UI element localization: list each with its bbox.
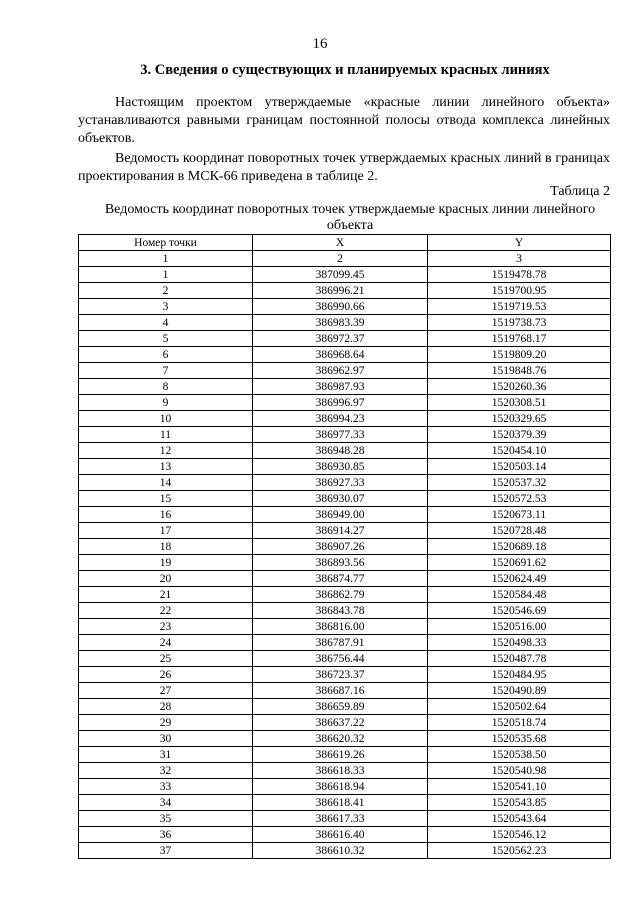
x-coordinate-cell: 386659.89 (253, 699, 428, 715)
table-row (79, 347, 611, 363)
point-number-cell: 33 (79, 779, 253, 795)
table-body (79, 267, 611, 859)
x-coordinate-cell: 386893.56 (253, 555, 428, 571)
y-coordinate-cell: 1520543.64 (428, 811, 611, 827)
table-row (79, 571, 611, 587)
y-coordinate-cell: 1519738.73 (428, 315, 611, 331)
y-coordinate-cell: 1520498.33 (428, 635, 611, 651)
table-row (79, 395, 611, 411)
paragraph-table-reference: Ведомость координат поворотных точек утверждаемых красных линий в границах проектирования в МСК-66 приведена в таблице 2. (78, 151, 610, 184)
point-number-cell: 11 (79, 427, 253, 443)
point-number-cell: 34 (79, 795, 253, 811)
table-row (79, 763, 611, 779)
point-number-cell: 4 (79, 315, 253, 331)
column-number-cell: 2 (253, 251, 428, 267)
table-row (79, 459, 611, 475)
y-coordinate-cell: 1520454.10 (428, 443, 611, 459)
table-row (79, 475, 611, 491)
y-coordinate-cell: 1519809.20 (428, 347, 611, 363)
table-row (79, 379, 611, 395)
table-row (79, 315, 611, 331)
y-coordinate-cell: 1520562.23 (428, 843, 611, 859)
table-row (79, 699, 611, 715)
point-number-cell: 15 (79, 491, 253, 507)
x-coordinate-cell: 386862.79 (253, 587, 428, 603)
x-coordinate-cell: 386914.27 (253, 523, 428, 539)
table-row (79, 427, 611, 443)
x-coordinate-cell: 386996.97 (253, 395, 428, 411)
point-number-cell: 6 (79, 347, 253, 363)
x-coordinate-cell: 386972.37 (253, 331, 428, 347)
x-coordinate-cell: 386968.64 (253, 347, 428, 363)
table-row (79, 619, 611, 635)
point-number-cell: 12 (79, 443, 253, 459)
x-coordinate-cell: 386816.00 (253, 619, 428, 635)
table-label: Таблица 2 (550, 184, 610, 199)
table-row (79, 411, 611, 427)
x-coordinate-cell: 386687.16 (253, 683, 428, 699)
point-number-cell: 22 (79, 603, 253, 619)
x-coordinate-cell: 386756.44 (253, 651, 428, 667)
x-coordinate-cell: 386977.33 (253, 427, 428, 443)
point-number-cell: 1 (79, 267, 253, 283)
x-coordinate-cell: 386637.22 (253, 715, 428, 731)
x-coordinate-cell: 386983.39 (253, 315, 428, 331)
point-number-cell: 3 (79, 299, 253, 315)
table-row (79, 283, 611, 299)
point-number-cell: 9 (79, 395, 253, 411)
x-coordinate-cell: 386962.97 (253, 363, 428, 379)
table-row (79, 299, 611, 315)
table-row (79, 683, 611, 699)
x-coordinate-cell: 386930.07 (253, 491, 428, 507)
y-coordinate-cell: 1520487.78 (428, 651, 611, 667)
coordinates-table (78, 234, 611, 859)
table-row (79, 603, 611, 619)
y-coordinate-cell: 1520543.85 (428, 795, 611, 811)
point-number-cell: 2 (79, 283, 253, 299)
table-column-numbers-row (79, 251, 611, 267)
table-row (79, 587, 611, 603)
x-coordinate-cell: 386610.32 (253, 843, 428, 859)
point-number-cell: 18 (79, 539, 253, 555)
y-coordinate-cell: 1520484.95 (428, 667, 611, 683)
point-number-cell: 7 (79, 363, 253, 379)
table-row (79, 443, 611, 459)
table-row (79, 491, 611, 507)
point-number-cell: 14 (79, 475, 253, 491)
y-coordinate-cell: 1519478.78 (428, 267, 611, 283)
point-number-cell: 8 (79, 379, 253, 395)
y-coordinate-cell: 1520691.62 (428, 555, 611, 571)
x-coordinate-cell: 386990.66 (253, 299, 428, 315)
y-coordinate-cell: 1519768.17 (428, 331, 611, 347)
point-number-cell: 35 (79, 811, 253, 827)
point-number-cell: 37 (79, 843, 253, 859)
x-coordinate-cell: 386949.00 (253, 507, 428, 523)
x-coordinate-cell: 386618.94 (253, 779, 428, 795)
y-coordinate-cell: 1520490.89 (428, 683, 611, 699)
table-header-row (79, 235, 611, 251)
page-number: 16 (312, 36, 328, 52)
x-coordinate-cell: 386620.32 (253, 731, 428, 747)
point-number-cell: 5 (79, 331, 253, 347)
point-number-cell: 32 (79, 763, 253, 779)
section-heading: 3. Сведения о существующих и планируемых красных линиях (140, 62, 550, 78)
point-number-cell: 21 (79, 587, 253, 603)
table-row (79, 651, 611, 667)
x-coordinate-cell: 386987.93 (253, 379, 428, 395)
x-coordinate-cell: 386996.21 (253, 283, 428, 299)
y-coordinate-cell: 1520516.00 (428, 619, 611, 635)
table-row (79, 555, 611, 571)
point-number-cell: 20 (79, 571, 253, 587)
y-coordinate-cell: 1519700.95 (428, 283, 611, 299)
table-title: Ведомость координат поворотных точек утверждаемые красных линии линейного объекта (104, 202, 596, 233)
x-coordinate-cell: 386907.26 (253, 539, 428, 555)
y-coordinate-cell: 1520538.50 (428, 747, 611, 763)
y-coordinate-cell: 1520728.48 (428, 523, 611, 539)
table-row (79, 539, 611, 555)
table-row (79, 715, 611, 731)
table-row (79, 523, 611, 539)
y-coordinate-cell: 1520689.18 (428, 539, 611, 555)
point-number-cell: 26 (79, 667, 253, 683)
x-coordinate-cell: 386930.85 (253, 459, 428, 475)
point-number-cell: 31 (79, 747, 253, 763)
y-coordinate-cell: 1520572.53 (428, 491, 611, 507)
x-coordinate-cell: 386617.33 (253, 811, 428, 827)
y-coordinate-cell: 1520308.51 (428, 395, 611, 411)
y-coordinate-cell: 1520673.11 (428, 507, 611, 523)
table-row (79, 779, 611, 795)
x-coordinate-cell: 386843.78 (253, 603, 428, 619)
table-row (79, 363, 611, 379)
table-row (79, 747, 611, 763)
table-row (79, 667, 611, 683)
x-coordinate-cell: 386723.37 (253, 667, 428, 683)
point-number-cell: 36 (79, 827, 253, 843)
x-coordinate-cell: 386787.91 (253, 635, 428, 651)
point-number-cell: 27 (79, 683, 253, 699)
table-row (79, 267, 611, 283)
y-coordinate-cell: 1520540.98 (428, 763, 611, 779)
header-y: Y (428, 235, 611, 251)
column-number-cell: 3 (428, 251, 611, 267)
paragraph-intro: Настоящим проектом утверждаемые «красные линии линейного объекта» устанавливаются равными границам постоянной полосы отвода комплекса линейных объектов. (78, 95, 610, 146)
y-coordinate-cell: 1520546.69 (428, 603, 611, 619)
x-coordinate-cell: 386616.40 (253, 827, 428, 843)
y-coordinate-cell: 1520260.36 (428, 379, 611, 395)
x-coordinate-cell: 386994.23 (253, 411, 428, 427)
table-row (79, 731, 611, 747)
header-x: X (253, 235, 428, 251)
x-coordinate-cell: 386927.33 (253, 475, 428, 491)
y-coordinate-cell: 1520624.49 (428, 571, 611, 587)
point-number-cell: 23 (79, 619, 253, 635)
table-row (79, 635, 611, 651)
point-number-cell: 17 (79, 523, 253, 539)
table-row (79, 827, 611, 843)
point-number-cell: 30 (79, 731, 253, 747)
table-row (79, 331, 611, 347)
point-number-cell: 13 (79, 459, 253, 475)
y-coordinate-cell: 1520502.64 (428, 699, 611, 715)
y-coordinate-cell: 1520537.32 (428, 475, 611, 491)
x-coordinate-cell: 386948.28 (253, 443, 428, 459)
y-coordinate-cell: 1520329.65 (428, 411, 611, 427)
table-row (79, 507, 611, 523)
x-coordinate-cell: 386618.41 (253, 795, 428, 811)
y-coordinate-cell: 1519848.76 (428, 363, 611, 379)
table-row (79, 843, 611, 859)
point-number-cell: 25 (79, 651, 253, 667)
table-row (79, 795, 611, 811)
y-coordinate-cell: 1520518.74 (428, 715, 611, 731)
point-number-cell: 24 (79, 635, 253, 651)
point-number-cell: 16 (79, 507, 253, 523)
y-coordinate-cell: 1519719.53 (428, 299, 611, 315)
y-coordinate-cell: 1520541.10 (428, 779, 611, 795)
point-number-cell: 29 (79, 715, 253, 731)
y-coordinate-cell: 1520379.39 (428, 427, 611, 443)
y-coordinate-cell: 1520584.48 (428, 587, 611, 603)
x-coordinate-cell: 386619.26 (253, 747, 428, 763)
header-point-number: Номер точки (79, 235, 253, 251)
y-coordinate-cell: 1520535.68 (428, 731, 611, 747)
point-number-cell: 10 (79, 411, 253, 427)
x-coordinate-cell: 386874.77 (253, 571, 428, 587)
table-row (79, 811, 611, 827)
point-number-cell: 28 (79, 699, 253, 715)
x-coordinate-cell: 386618.33 (253, 763, 428, 779)
x-coordinate-cell: 387099.45 (253, 267, 428, 283)
column-number-cell: 1 (79, 251, 253, 267)
y-coordinate-cell: 1520546.12 (428, 827, 611, 843)
y-coordinate-cell: 1520503.14 (428, 459, 611, 475)
point-number-cell: 19 (79, 555, 253, 571)
